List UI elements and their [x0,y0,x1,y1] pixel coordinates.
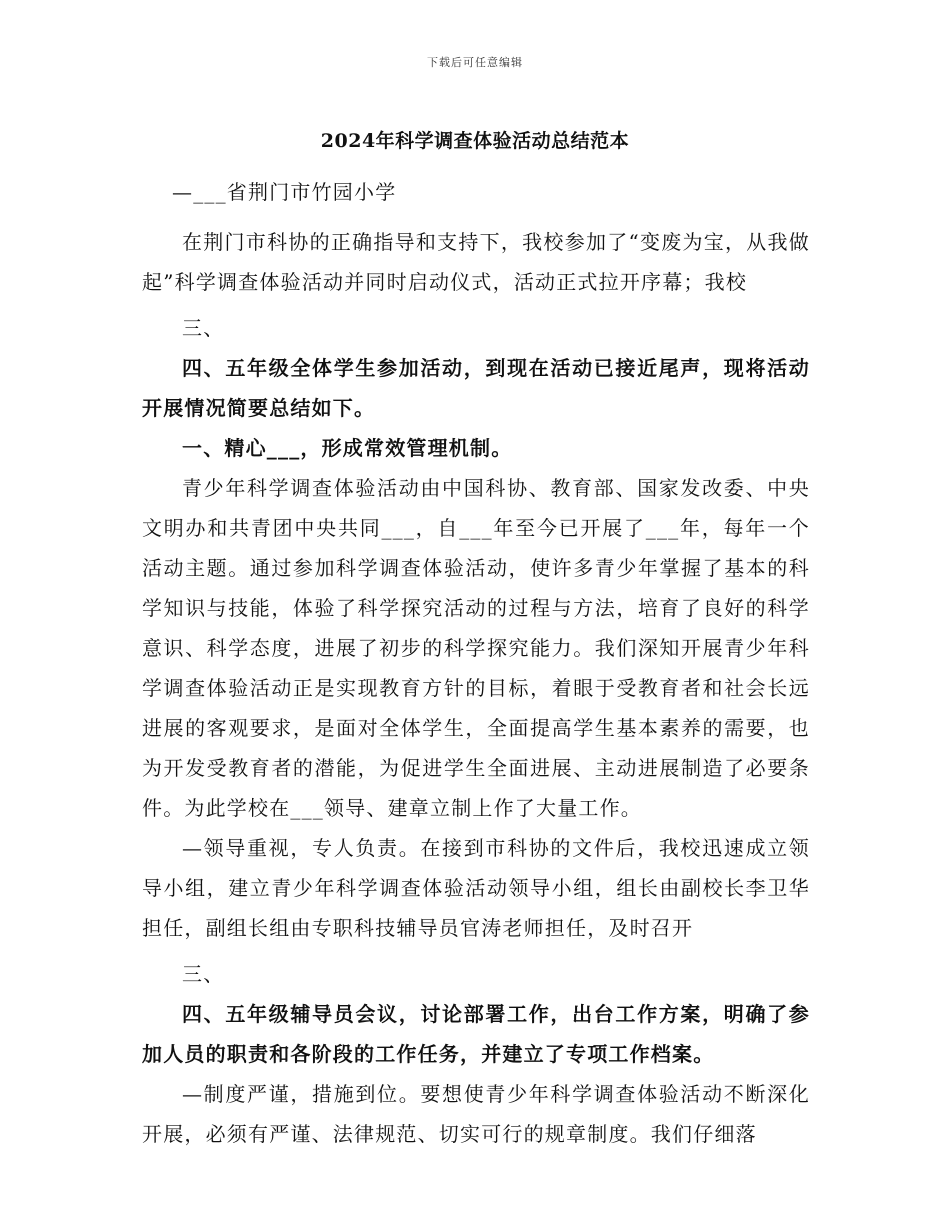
document-title: 2024年科学调查体验活动总结范本 [320,130,630,152]
section-number-line: 三、 [182,962,225,986]
header-note: 下载后可任意编辑 [427,56,523,69]
regulations-paragraph: —制度严谨，措施到位。要想使青少年科学调查体验活动不断深化开展，必须有严谨、法律规范、切实可行的规章制度。我们仔细落 [142,1082,810,1146]
school-name-line: —___省荆门市竹园小学 [172,180,397,204]
section-number-line: 三、 [182,316,225,340]
bold-summary-paragraph: 四、五年级全体学生参加活动，到现在活动已接近尾声，现将活动开展情况简要总结如下。 [142,356,810,420]
bold-meeting-paragraph: 四、五年级辅导员会议，讨论部署工作，出台工作方案，明确了参加人员的职责和各阶段的工作任务，并建立了专项工作档案。 [142,1002,810,1066]
document-body [142,172,810,1154]
section-heading-one: 一、精心___，形成常效管理机制。 [182,436,513,460]
leadership-paragraph: —领导重视，专人负责。在接到市科协的文件后，我校迅速成立领导小组，建立青少年科学调查体验活动领导小组，组长由副校长李卫华担任，副组长组由专职科技辅导员官涛老师担任，及时召开 [142,836,810,940]
background-paragraph: 青少年科学调查体验活动由中国科协、教育部、国家发改委、中央文明办和共青团中央共同___，自___年至今已开展了___年，每年一个活动主题。通过参加科学调查体验活动，使许多青少年掌握了基本的科学知识与技能，体验了科学探究活动的过程与方法，培育了良好的科学意识、科学态度，进展了初步的科学探究能力。我们深知开展青少年科学调查体验活动正是实现教育方针的目标，着眼于受教育者和社会长远进展的客观要求，是面对全体学生，全面提高学生基本素养的需要，也为开发受教育者的潜能，为促进学生全面进展、主动进展制造了必要条件。为此学校在___领导、建章立制上作了大量工作。 [142,476,810,820]
intro-paragraph: 在荆门市科协的正确指导和支持下，我校参加了“变废为宝，从我做起”科学调查体验活动并同时启动仪式，活动正式拉开序幕；我校 [142,230,810,294]
